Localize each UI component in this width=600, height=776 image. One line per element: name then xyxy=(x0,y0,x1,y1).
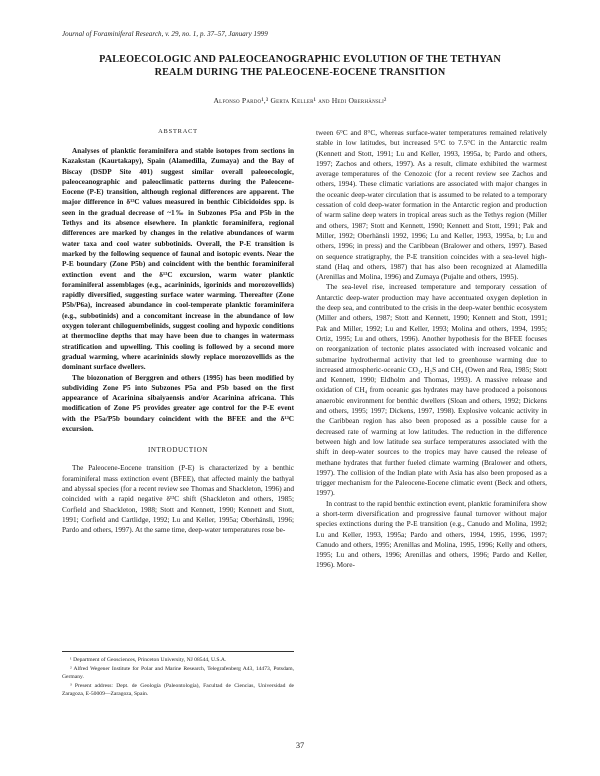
abstract xyxy=(62,146,294,434)
footnote-1: ¹ Department of Geosciences, Princeton University, NJ 08544, U.S.A. xyxy=(70,657,227,663)
introduction-heading: INTRODUCTION xyxy=(147,446,209,455)
footnote-2: ² Alfred Wegener Institute for Polar and Marine Research, Telegrafenberg A43, 14473, Potsdam, Germany. xyxy=(62,666,294,680)
footnotes xyxy=(62,651,294,700)
right-paragraph-1: tween 6°C and 8°C, whereas surface-water temperatures remained relatively stable in low latitudes, but increased 5°C to 7.5°C in the Antarctic realm (Kennett and Stott, 1991; Lu and Keller, 1993, 1995a, b; Pardo and others, 1997; Zachos and others, 1997). As a result, climate exhibited the warmest average temperatures of the Cenozoic (for a recent review see Zachos and others, 1994). These climatic variations are associated with major changes in the oceanic deep-water circulation that is assumed to be related to a temporary cessation of cold deep-water formation in the Antarctic region and production of warm saline deep waters in tropical areas such as the Tethys region (Miller and others, 1987; Stott and Kennett, 1990; Kennett and Stott, 1991; Pak and Miller, 1992; Oberhänsli 1992, 1996; Lu and Keller, 1993, 1995a, b; Lu and others, 1996; in press) and the Caribbean (Bralower and others, 1997). Based on sequence stratigraphy, the P-E transition coincides with a sea-level high-stand (Haq and others, 1987) that has also been recognized at Alamedilla (Arenillas and Molina, 1996) and Zumaya (Pujalte and others, 1995). xyxy=(316,128,547,282)
author-list: Alfonso Pardo¹,³ Gerta Keller¹ and Hedi Oberhänsli² xyxy=(213,96,387,105)
article-title xyxy=(52,53,548,79)
right-column xyxy=(316,128,547,571)
footnote-3: ³ Present address: Dept. de Geología (Paleontología), Facultad de Ciencias, Universidad de Zaragoza, E-50009—Zaragoza, Spain. xyxy=(62,683,294,697)
right-paragraph-3: In contrast to the rapid benthic extinction event, planktic foraminifera show a short-term diversification and progressive faunal turnover without major species extinctions during the P-E transition (e.g., Canudo and Molina, 1992; Lu and Keller, 1993, 1995a; Pardo and others, 1994, 1995, 1996, 1997; Canudo and others, 1995; Arenillas and Molina, 1995, 1996; Kelly and others, 1995; Lu and others, 1996; Arenillas and others, 1996; Pardo and Keller, 1996). More- xyxy=(316,498,547,570)
right-paragraph-2: The sea-level rise, increased temperature and temporary cessation of Antarctic deep-water production may have accentuated oxygen depletion in the deep sea, and contributed to the crisis in the deep-water benthic ecosystem (Miller and others, 1987; Stott and Kennett, 1990; Kennett and Stott, 1991; Pak and Miller, 1992; Lu and Keller, 1993; Molina and others, 1994, 1995; Ortiz, 1995; Lu and others, 1996). Another hypothesis for the BFEE focuses on reorganization of tectonic plates associated with increased volcanic and submarine hydrothermal activity that led to greenhouse warming due to increased atmospheric-oceanic CO₂, H₂S and CH₄ (Owen and Rea, 1985; Stott and Kennett, 1990; Eldholm and Thomas, 1993). A massive release and oxidation of CH₄ from oceanic gas hydrates may have produced a poisonous anaerobic environment for benthic dwellers (Sloan and others, 1992; Dickens and others, 1995; 1997; Dickens, 1997, 1998). Explosive volcanic activity in the Caribbean region has also been proposed as a possible cause for a decreased rate of warming at low latitudes. The reduction in the difference between high and low latitude sea surface temperatures associated with the shift in deep-water sources to the tropics may have caused the release of methane hydrates that further fueled climate warming (Bralower and others, 1997). The collision of the Indian plate with Asia has also been proposed as a trigger mechanism for the Paleocene-Eocene climatic event (Beck and others, 1997). xyxy=(316,282,547,498)
abstract-paragraph-1: Analyses of planktic foraminifera and stable isotopes from sections in Kazakstan (Kaurtakapy), Spain (Alamedilla, Zumaya) and the Bay of Biscay (DSDP Site 401) suggest similar overall paleoecologic, paleoceanographic and paleoclimatic patterns during the Paleocene-Eocene (P-E) transition, although regional differences are apparent. The major difference in δ¹³C values measured in benthic Cibicidoides spp. is seen in the gradual decrease of ~1‰ in Subzones P5a and P5b in the Tethys and its absence elsewhere. In planktic foraminifera, regional differences are marked by changes in the relative abundances of warm water taxa and cool water subbotinids. Overall, the P-E transition is marked by the following sequence of faunal and isotopic events. Near the P-E boundary (Zone P5b) and coincident with the benthic foraminiferal extinction event and the δ¹³C excursion, warm water planktic foraminiferal assemblages (e.g., acarininids, igorinids and morozovellids) rapidly diversified, suggesting surface water warming. Thereafter (Zone P5b/P6a), increased abundance in cool-temperate planktic foraminifera (e.g., subbotinids) and a concomitant increase in the abundance of low oxygen tolerant chiloguembelinids, suggest cooling and hypoxic conditions at thermocline depths that may have been due to changes in watermass stratification and upwelling. This cooling is followed by a second more gradual warming, where acarininids slowly replace morozovellids as the dominant surface dwellers. xyxy=(62,147,294,372)
page-number: 37 xyxy=(295,741,305,750)
article-title-line-1: PALEOECOLOGIC AND PALEOCEANOGRAPHIC EVOLUTION OF THE TETHYAN xyxy=(99,54,501,65)
left-column xyxy=(62,128,294,535)
introduction-paragraph-1: The Paleocene-Eocene transition (P-E) is characterized by a benthic foraminiferal mass extinction event (BFEE), that affected mainly the bathyal and abyssal species (for a recent review see Thomas and Shackleton, 1996) and coincided with a rapid negative δ¹³C shift (Shackleton and others, 1985; Corfield and Shackleton, 1988; Stott and Kennett, 1990; Kennett and Stott, 1991; Corfield and Cartlidge, 1992; Lu and Keller, 1995a; Oberhänsli, 1996; Pardo and others, 1997). At the same time, deep-water temperatures rose be- xyxy=(62,463,294,535)
introduction-body xyxy=(62,463,294,535)
journal-header: Journal of Foraminiferal Research, v. 29, no. 1, p. 37–57, January 1999 xyxy=(62,30,268,38)
abstract-paragraph-2: The biozonation of Berggren and others (1995) has been modified by subdividing Zone P5 into Subzones P5a and P5b based on the first appearance of Acarinina sibaiyaensis and/or Acarinina africana. This modification of Zone P5 provides greater age control for the P-E event with the P5a/P5b boundary coincident with the BFEE and the δ¹³C excursion. xyxy=(62,373,294,434)
article-title-line-2: REALM DURING THE PALEOCENE-EOCENE TRANSITION xyxy=(154,67,446,78)
abstract-heading: ABSTRACT xyxy=(158,128,198,135)
